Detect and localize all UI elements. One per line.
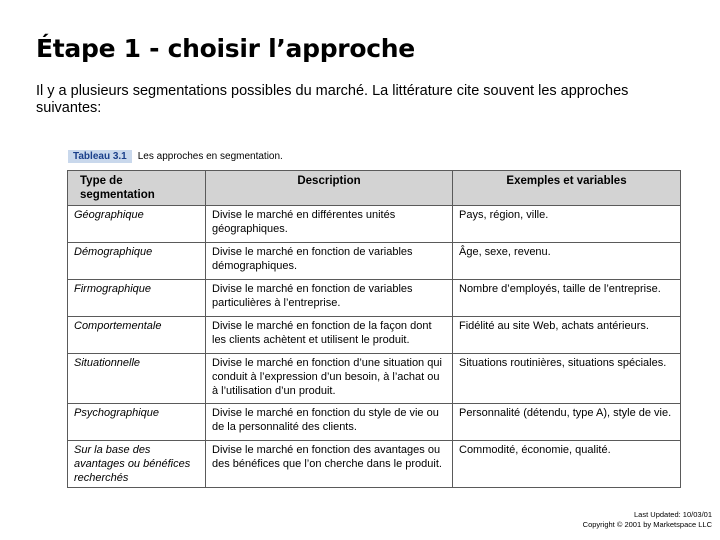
row-examples: Fidélité au site Web, achats antérieurs. (453, 317, 681, 354)
row-type: Comportementale (68, 317, 206, 354)
row-type: Démographique (68, 243, 206, 280)
table-row (68, 206, 681, 243)
row-type: Psychographique (68, 404, 206, 441)
row-examples: Personnalité (détendu, type A), style de vie. (453, 404, 681, 441)
last-updated: Last Updated: 10/03/01 (634, 510, 712, 519)
row-examples: Nombre d’employés, taille de l’entreprise. (453, 280, 681, 317)
header-examples: Exemples et variables (453, 171, 681, 206)
row-type: Situationnelle (68, 354, 206, 404)
table-row (68, 317, 681, 354)
row-examples: Situations routinières, situations spéciales. (453, 354, 681, 404)
row-type: Firmographique (68, 280, 206, 317)
row-description: Divise le marché en fonction du style de vie ou de la personnalité des clients. (206, 404, 453, 441)
row-description: Divise le marché en fonction de la façon dont les clients achètent et utilisent le produit. (206, 317, 453, 354)
row-description: Divise le marché en différentes unités géographiques. (206, 206, 453, 243)
row-description: Divise le marché en fonction de variables démographiques. (206, 243, 453, 280)
table-row (68, 243, 681, 280)
table-row (68, 354, 681, 404)
row-examples: Pays, région, ville. (453, 206, 681, 243)
header-description: Description (206, 171, 453, 206)
row-type: Sur la base des avantages ou bénéfices recherchés (68, 441, 206, 488)
row-examples: Commodité, économie, qualité. (453, 441, 681, 488)
table-header-row (68, 171, 681, 206)
slide-title: Étape 1 - choisir l’approche (36, 34, 415, 63)
intro-text: Il y a plusieurs segmentations possibles du marché. La littérature cite souvent les approches suivantes: (36, 83, 629, 116)
header-type: Type de segmentation (68, 171, 206, 206)
copyright-notice: Copyright © 2001 by Marketspace LLC (582, 520, 712, 529)
table-label: Tableau 3.1 (68, 150, 132, 163)
table-caption (68, 150, 283, 163)
segmentation-table (67, 170, 681, 488)
row-description: Divise le marché en fonction d’une situation qui conduit à l’expression d’un besoin, à l’achat ou à l’utilisation d’un produit. (206, 354, 453, 404)
table-caption-text: Les approches en segmentation. (137, 151, 283, 162)
row-examples: Âge, sexe, revenu. (453, 243, 681, 280)
table-row (68, 280, 681, 317)
table-row (68, 441, 681, 488)
row-type: Géographique (68, 206, 206, 243)
row-description: Divise le marché en fonction des avantages ou des bénéfices que l’on cherche dans le produit. (206, 441, 453, 488)
table-row (68, 404, 681, 441)
slide-footer (583, 510, 712, 530)
row-description: Divise le marché en fonction de variables particulières à l’entreprise. (206, 280, 453, 317)
